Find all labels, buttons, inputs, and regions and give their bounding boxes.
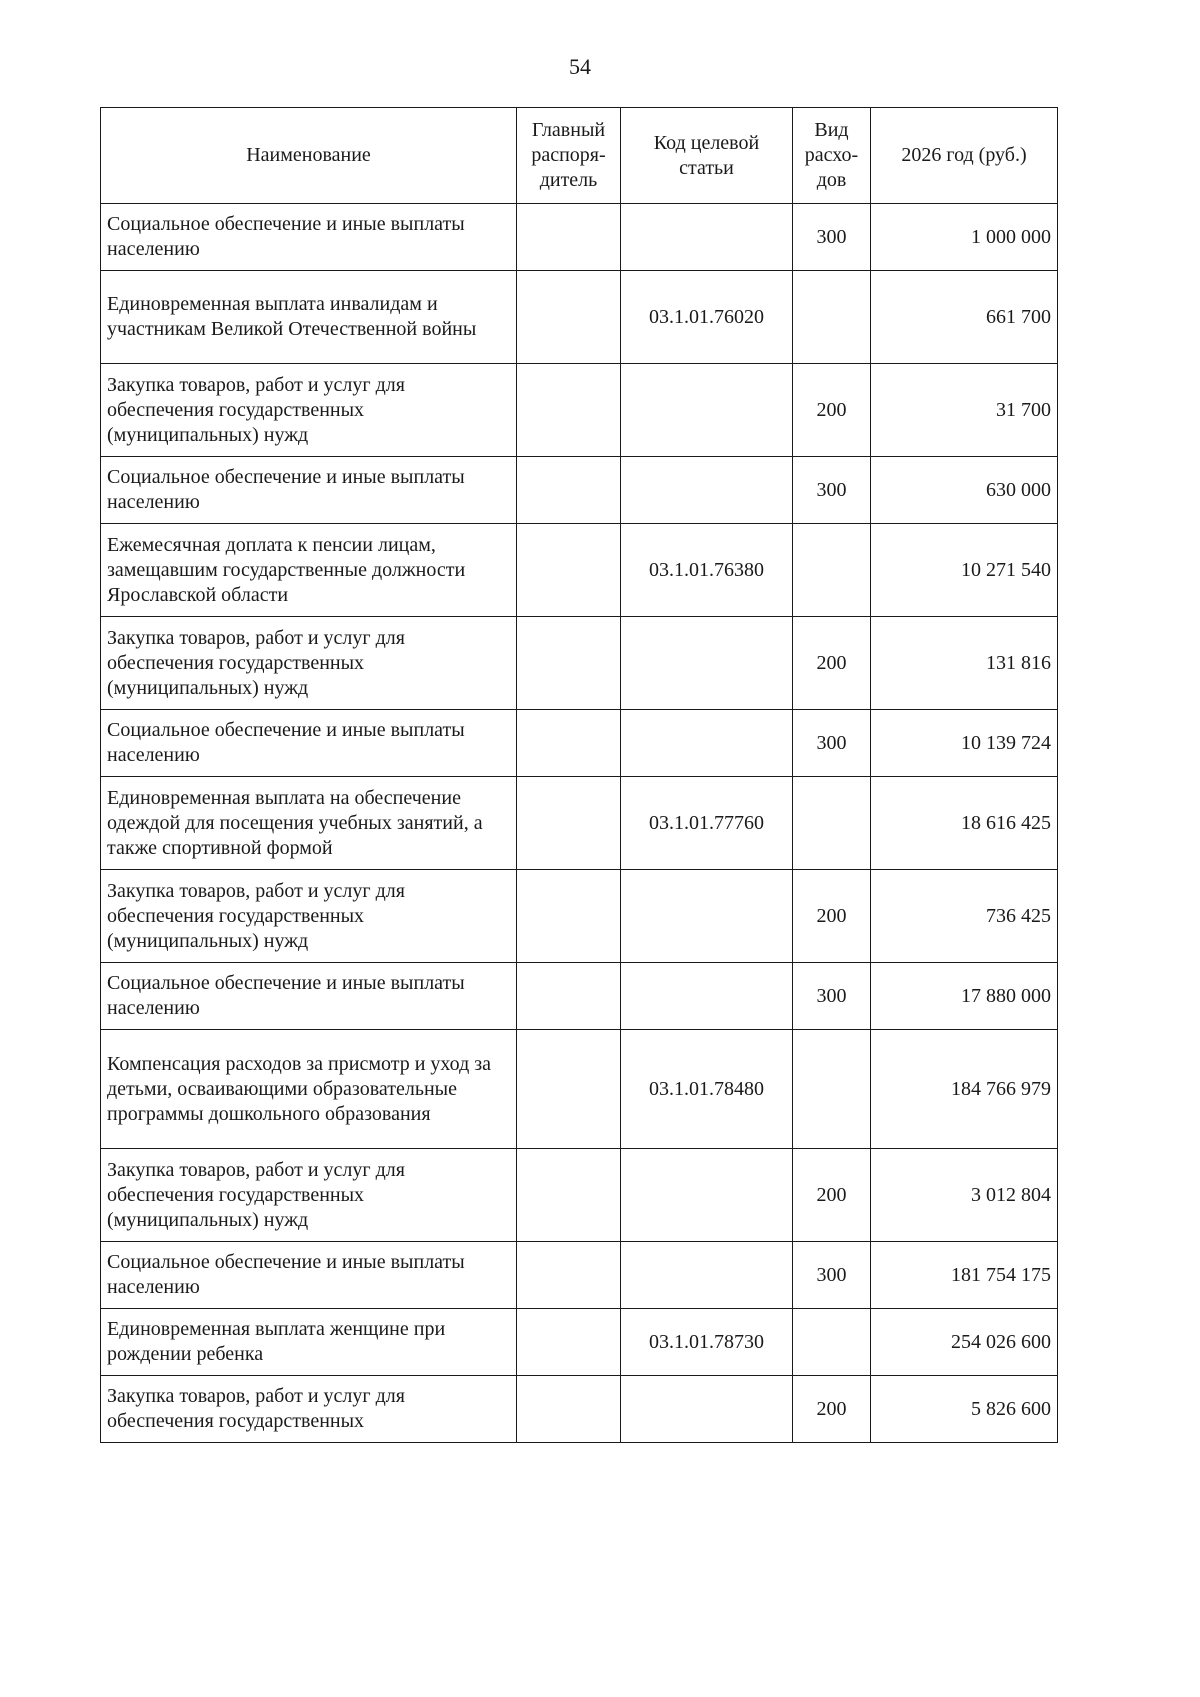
- header-name: Наименование: [101, 108, 517, 204]
- row-manager: [517, 617, 621, 710]
- row-manager: [517, 710, 621, 777]
- row-name: Единовременная выплата женщине при рождении ребенка: [101, 1309, 517, 1376]
- table-header-row: [101, 108, 1058, 204]
- row-manager: [517, 204, 621, 271]
- row-amount: 181 754 175: [871, 1242, 1058, 1309]
- row-name: Социальное обеспечение и иные выплаты населению: [101, 963, 517, 1030]
- header-main-manager: Главный распоря-дитель: [517, 108, 621, 204]
- row-manager: [517, 1309, 621, 1376]
- row-name: Закупка товаров, работ и услуг для обеспечения государственных (муниципальных) нужд: [101, 364, 517, 457]
- row-manager: [517, 271, 621, 364]
- table-row: [101, 524, 1058, 617]
- page-number: 54: [569, 54, 591, 79]
- budget-table: [100, 107, 1058, 1443]
- table-row: [101, 963, 1058, 1030]
- row-amount: 736 425: [871, 870, 1058, 963]
- row-name: Социальное обеспечение и иные выплаты населению: [101, 710, 517, 777]
- table-row: [101, 710, 1058, 777]
- row-name: Социальное обеспечение и иные выплаты населению: [101, 457, 517, 524]
- row-code: [621, 710, 793, 777]
- table-row: [101, 1242, 1058, 1309]
- row-amount: 10 271 540: [871, 524, 1058, 617]
- row-amount: 3 012 804: [871, 1149, 1058, 1242]
- row-name: Ежемесячная доплата к пенсии лицам, замещавшим государственные должности Ярославской области: [101, 524, 517, 617]
- header-target-code: Код целевой статьи: [621, 108, 793, 204]
- row-expense-type: 300: [793, 457, 871, 524]
- row-amount: 254 026 600: [871, 1309, 1058, 1376]
- row-code: [621, 364, 793, 457]
- row-code: [621, 204, 793, 271]
- row-code: [621, 457, 793, 524]
- row-code: 03.1.01.78730: [621, 1309, 793, 1376]
- row-code: 03.1.01.76020: [621, 271, 793, 364]
- table-row: [101, 1030, 1058, 1149]
- row-name: Компенсация расходов за присмотр и уход за детьми, осваивающими образовательные программы дошкольного образования: [101, 1030, 517, 1149]
- row-manager: [517, 1030, 621, 1149]
- row-amount: 131 816: [871, 617, 1058, 710]
- row-code: [621, 870, 793, 963]
- row-manager: [517, 457, 621, 524]
- table-row: [101, 1309, 1058, 1376]
- row-name: Закупка товаров, работ и услуг для обеспечения государственных (муниципальных) нужд: [101, 1149, 517, 1242]
- row-amount: 17 880 000: [871, 963, 1058, 1030]
- row-manager: [517, 524, 621, 617]
- row-name: Закупка товаров, работ и услуг для обеспечения государственных: [101, 1376, 517, 1443]
- row-expense-type: [793, 271, 871, 364]
- row-manager: [517, 1376, 621, 1443]
- row-manager: [517, 364, 621, 457]
- row-manager: [517, 963, 621, 1030]
- row-amount: 1 000 000: [871, 204, 1058, 271]
- header-expense-type: Вид расхо-дов: [793, 108, 871, 204]
- row-amount: 661 700: [871, 271, 1058, 364]
- row-code: [621, 1242, 793, 1309]
- row-manager: [517, 1149, 621, 1242]
- row-amount: 5 826 600: [871, 1376, 1058, 1443]
- row-manager: [517, 777, 621, 870]
- row-manager: [517, 1242, 621, 1309]
- row-manager: [517, 870, 621, 963]
- row-expense-type: 300: [793, 963, 871, 1030]
- table-row: [101, 204, 1058, 271]
- table-row: [101, 1376, 1058, 1443]
- row-code: [621, 1149, 793, 1242]
- table-row: [101, 364, 1058, 457]
- row-code: 03.1.01.78480: [621, 1030, 793, 1149]
- row-code: 03.1.01.76380: [621, 524, 793, 617]
- table-row: [101, 777, 1058, 870]
- table-row: [101, 1149, 1058, 1242]
- table-row: [101, 617, 1058, 710]
- row-expense-type: 200: [793, 1149, 871, 1242]
- row-expense-type: 300: [793, 710, 871, 777]
- row-code: 03.1.01.77760: [621, 777, 793, 870]
- row-amount: 18 616 425: [871, 777, 1058, 870]
- row-expense-type: 200: [793, 870, 871, 963]
- row-expense-type: [793, 524, 871, 617]
- row-expense-type: [793, 777, 871, 870]
- header-year-amount: 2026 год (руб.): [871, 108, 1058, 204]
- row-amount: 31 700: [871, 364, 1058, 457]
- row-expense-type: 300: [793, 204, 871, 271]
- row-name: Закупка товаров, работ и услуг для обеспечения государственных (муниципальных) нужд: [101, 870, 517, 963]
- table-row: [101, 271, 1058, 364]
- row-amount: 184 766 979: [871, 1030, 1058, 1149]
- row-name: Единовременная выплата инвалидам и участникам Великой Отечественной войны: [101, 271, 517, 364]
- row-amount: 10 139 724: [871, 710, 1058, 777]
- row-name: Социальное обеспечение и иные выплаты населению: [101, 1242, 517, 1309]
- row-expense-type: [793, 1030, 871, 1149]
- row-name: Закупка товаров, работ и услуг для обеспечения государственных (муниципальных) нужд: [101, 617, 517, 710]
- table-row: [101, 870, 1058, 963]
- row-name: Единовременная выплата на обеспечение одеждой для посещения учебных занятий, а также спортивной формой: [101, 777, 517, 870]
- table-row: [101, 457, 1058, 524]
- row-expense-type: [793, 1309, 871, 1376]
- row-amount: 630 000: [871, 457, 1058, 524]
- row-expense-type: 200: [793, 1376, 871, 1443]
- row-code: [621, 1376, 793, 1443]
- row-code: [621, 963, 793, 1030]
- row-code: [621, 617, 793, 710]
- row-name: Социальное обеспечение и иные выплаты населению: [101, 204, 517, 271]
- row-expense-type: 200: [793, 364, 871, 457]
- row-expense-type: 200: [793, 617, 871, 710]
- row-expense-type: 300: [793, 1242, 871, 1309]
